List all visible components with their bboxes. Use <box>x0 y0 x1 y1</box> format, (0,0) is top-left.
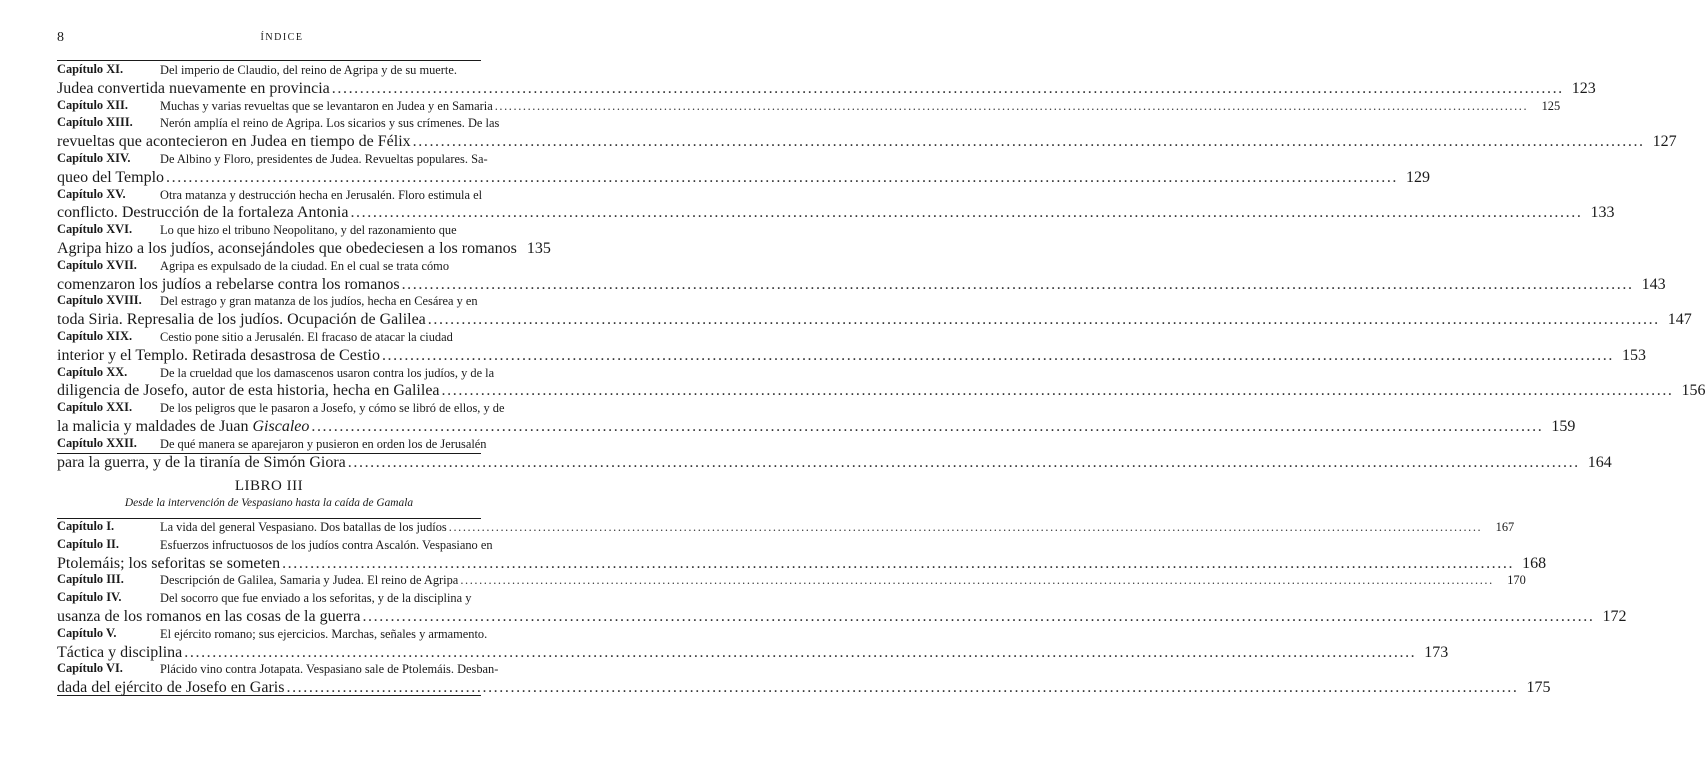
dot-leader: ............................................................................................................................................................................................................................ <box>184 643 1417 661</box>
section-bottom-rule <box>57 453 481 454</box>
dot-leader: ............................................................................................................................................................................................................................ <box>331 79 1564 97</box>
dot-leader: ............................................................................................................................................................................................................................ <box>494 98 1529 113</box>
chapter-title-line-2 <box>57 417 1576 436</box>
chapter-label: Capítulo IV. <box>57 590 122 605</box>
toc-entry[interactable] <box>57 400 505 418</box>
chapter-title-line-1: Del estrago y gran matanza de los judíos, hecha en Cesárea y en <box>160 294 478 309</box>
chapter-description <box>160 436 527 454</box>
page-ref: 168 <box>1522 554 1547 572</box>
chapter-title-text: Judea convertida nuevamente en provincia <box>57 79 330 97</box>
chapter-label: Capítulo XIV. <box>57 150 131 165</box>
chapter-title-text: usanza de los romanos en las cosas de la guerra <box>57 607 361 625</box>
chapter-title-line-2 <box>57 382 1706 400</box>
toc-line <box>160 572 1526 590</box>
chapter-description <box>160 98 1560 116</box>
chapter-title-line-2 <box>57 275 1666 294</box>
chapter-title-line-1: Otra matanza y destrucción hecha en Jerusalén. Floro estimula el <box>160 187 483 202</box>
running-head: ÍNDICE <box>260 32 304 43</box>
page-ref: 159 <box>1551 417 1576 435</box>
chapter-title-line-2 <box>57 453 1612 472</box>
chapter-title-text: dada del ejército de Josefo en Garis <box>57 679 285 697</box>
chapter-title-line-1: Cestio pone sitio a Jerusalén. El fracaso de atacar la ciudad <box>160 329 453 344</box>
toc-line <box>160 98 1560 116</box>
chapter-label: Capítulo XIX. <box>57 328 133 343</box>
toc-entry[interactable] <box>57 97 1561 116</box>
top-rule <box>57 60 481 61</box>
chapter-title-text: Táctica y disciplina <box>57 643 183 661</box>
chapter-description <box>160 222 497 240</box>
chapter-title-line-1: Esfuerzos infructuosos de los judíos contra Ascalón. Vespasiano en <box>160 537 493 552</box>
chapter-title-text: toda Siria. Represalia de los judíos. Ocupación de Galilea <box>57 311 426 329</box>
dot-leader: ............................................................................................................................................................................................................................ <box>412 133 1645 151</box>
chapter-description <box>160 151 528 169</box>
chapter-title-text: para la guerra, y de la tiranía de Simón Giora <box>57 453 346 471</box>
chapter-label: Capítulo XVII. <box>57 257 137 272</box>
chapter-title-line-2 <box>57 79 1596 98</box>
dot-leader: ............................................................................................................................................................................................................................ <box>311 417 1544 435</box>
dot-leader: ............................................................................................................................................................................................................................ <box>282 554 1515 572</box>
chapter-label: Capítulo III. <box>57 572 124 587</box>
chapter-title-text: Agripa hizo a los judíos, aconsejándoles que obedeciesen a los romanos <box>57 239 517 257</box>
chapter-description <box>160 590 511 608</box>
chapter-title-line-2 <box>57 346 1646 365</box>
chapter-title-line-2 <box>57 204 1615 222</box>
toc-entry[interactable] <box>57 590 481 608</box>
chapter-label: Capítulo V. <box>57 625 117 640</box>
chapter-title-text: revueltas que acontecieron en Judea en tiempo de Félix <box>57 133 411 151</box>
chapter-title-text: Ptolemáis; los seforitas se someten <box>57 554 281 572</box>
page-ref: 129 <box>1406 168 1431 186</box>
chapter-description <box>160 115 539 133</box>
chapter-description <box>160 572 1526 590</box>
chapter-description <box>160 365 534 383</box>
chapter-label: Capítulo XV. <box>57 186 126 201</box>
dot-leader: ............................................................................................................................................................................................................................ <box>460 573 1494 588</box>
page-ref: 133 <box>1590 204 1615 222</box>
chapter-description <box>160 661 538 679</box>
toc-line <box>160 519 1514 537</box>
chapter-title-line-2 <box>57 643 1449 662</box>
chapter-title-line-1: De Albino y Floro, presidentes de Judea. Revueltas populares. Sa- <box>160 151 488 166</box>
chapter-label: Capítulo VI. <box>57 661 123 676</box>
chapter-title-text: interior y el Templo. Retirada desastrosa de Cestio <box>57 346 380 364</box>
chapter-title-line-2 <box>57 239 551 258</box>
chapter-title-text: La vida del general Vespasiano. Dos batallas de los judíos <box>160 520 447 534</box>
chapter-title-text: queo del Templo <box>57 168 165 186</box>
chapter-title-text: Descripción de Galilea, Samaria y Judea. El reino de Agripa <box>160 573 459 588</box>
chapter-label: Capítulo XXI. <box>57 400 133 415</box>
chapter-title-line-1: De qué manera se aparejaron y pusieron en orden los de Jerusalén <box>160 436 487 451</box>
chapter-title-line-2 <box>57 554 1547 573</box>
dot-leader: ............................................................................................................................................................................................................................ <box>350 204 1583 222</box>
chapter-label: Capítulo XVIII. <box>57 293 142 308</box>
toc-entry[interactable] <box>57 258 481 276</box>
page-ref: 147 <box>1667 311 1692 329</box>
dot-leader: ............................................................................................................................................................................................................................ <box>441 382 1674 400</box>
page-ref: 125 <box>1541 98 1561 113</box>
toc-entry[interactable] <box>57 222 481 240</box>
toc-entry[interactable] <box>57 115 500 133</box>
chapter-title-line-1: Agripa es expulsado de la ciudad. En el cual se trata cómo <box>160 258 450 273</box>
chapter-description <box>160 537 533 555</box>
chapter-title-line-2 <box>57 133 1677 151</box>
chapter-label: Capítulo II. <box>57 536 119 551</box>
page-ref: 135 <box>526 239 551 257</box>
chapter-title-line-1: Nerón amplía el reino de Agripa. Los sicarios y sus crímenes. De las <box>160 116 500 131</box>
page-ref: 167 <box>1495 520 1515 534</box>
dot-leader: ............................................................................................................................................................................................................................ <box>401 275 1634 293</box>
chapter-title-text: comenzaron los judíos a rebelarse contra los romanos <box>57 275 400 293</box>
chapter-description <box>160 187 522 205</box>
chapter-description <box>160 400 544 418</box>
toc-section-book-2 <box>57 62 1706 471</box>
chapter-description <box>160 329 493 347</box>
toc-entry[interactable] <box>57 625 488 644</box>
toc-entry[interactable] <box>57 187 481 205</box>
chapter-title-text: Muchas y varias revueltas que se levantaron en Judea y en Samaria <box>160 98 493 113</box>
chapter-title-line-1: Del imperio de Claudio, del reino de Agripa y de su muerte. <box>160 63 457 77</box>
book3-bottom-rule <box>57 695 481 696</box>
chapter-label: Capítulo XIII. <box>57 115 133 130</box>
dot-leader: ............................................................................................................................................................................................................................ <box>286 679 1519 697</box>
toc-entry[interactable] <box>57 536 493 555</box>
page-ref: 156 <box>1681 382 1706 400</box>
page-ref: 127 <box>1652 133 1677 151</box>
toc-entry[interactable] <box>57 435 487 454</box>
toc-entry[interactable] <box>57 62 481 80</box>
chapter-title-line-2 <box>57 607 1627 626</box>
toc-entry[interactable] <box>57 661 499 679</box>
chapter-label: Capítulo I. <box>57 519 115 533</box>
chapter-title-line-1: Lo que hizo el tribuno Neopolitano, y del razonamiento que <box>160 223 457 238</box>
toc-section-book-3 <box>57 519 1627 697</box>
dot-leader: ............................................................................................................................................................................................................................ <box>448 520 1483 534</box>
dot-leader: ............................................................................................................................................................................................................................ <box>381 346 1614 364</box>
chapter-description <box>160 293 518 311</box>
toc-entry[interactable] <box>57 572 1526 590</box>
page-ref: 173 <box>1424 643 1449 661</box>
page-number: 8 <box>57 30 64 45</box>
chapter-label: Capítulo XII. <box>57 97 128 112</box>
chapter-title-line-1: De la crueldad que los damascenos usaron contra los judíos, y de la <box>160 365 495 380</box>
chapter-title-text: diligencia de Josefo, autor de esta historia, hecha en Galilea <box>57 382 440 400</box>
chapter-title-line-2 <box>57 311 1692 329</box>
page-ref: 175 <box>1526 679 1551 697</box>
chapter-label: Capítulo XX. <box>57 364 128 379</box>
toc-entry[interactable] <box>57 364 495 383</box>
chapter-title-line-2 <box>57 168 1431 187</box>
toc-entry[interactable] <box>57 329 481 347</box>
chapter-label: Capítulo XI. <box>57 62 124 76</box>
page-ref: 153 <box>1621 346 1646 364</box>
page-ref: 170 <box>1507 573 1526 588</box>
dot-leader: ............................................................................................................................................................................................................................ <box>427 311 1660 329</box>
chapter-description <box>160 626 527 644</box>
chapter-title-text: la malicia y maldades de Juan Giscaleo <box>57 417 310 435</box>
toc-entry[interactable] <box>57 519 1515 537</box>
toc-entry[interactable] <box>57 293 481 311</box>
chapter-label: Capítulo XXII. <box>57 435 137 450</box>
page-ref: 164 <box>1587 453 1612 471</box>
book-title: LIBRO III <box>234 478 304 494</box>
page-ref: 143 <box>1641 275 1666 293</box>
page-header <box>57 30 507 50</box>
chapter-label: Capítulo XVI. <box>57 222 133 237</box>
chapter-title-line-1: El ejército romano; sus ejercicios. Marchas, señales y armamento. <box>160 626 488 641</box>
toc-entry[interactable] <box>57 150 488 169</box>
chapter-description <box>160 258 489 276</box>
book-subtitle: Desde la intervención de Vespasiano hasta la caída de Gamala <box>124 497 414 509</box>
chapter-title-line-1: Del socorro que fue enviado a los seforitas, y de la disciplina y <box>160 591 472 606</box>
chapter-title-line-1: De los peligros que le pasaron a Josefo, y cómo se libró de ellos, y de <box>160 401 505 416</box>
page-ref: 172 <box>1602 607 1627 625</box>
chapter-description <box>160 519 1514 537</box>
page-ref: 123 <box>1571 79 1596 97</box>
italic-name: Giscaleo <box>252 417 310 435</box>
chapter-description <box>160 62 497 80</box>
chapter-title-line-1: Plácido vino contra Jotapata. Vespasiano sale de Ptolemáis. Desban- <box>160 662 499 677</box>
dot-leader: ............................................................................................................................................................................................................................ <box>166 168 1399 186</box>
dot-leader: ............................................................................................................................................................................................................................ <box>347 453 1580 471</box>
dot-leader: ............................................................................................................................................................................................................................ <box>362 607 1595 625</box>
chapter-title-text: conflicto. Destrucción de la fortaleza Antonia <box>57 204 349 222</box>
